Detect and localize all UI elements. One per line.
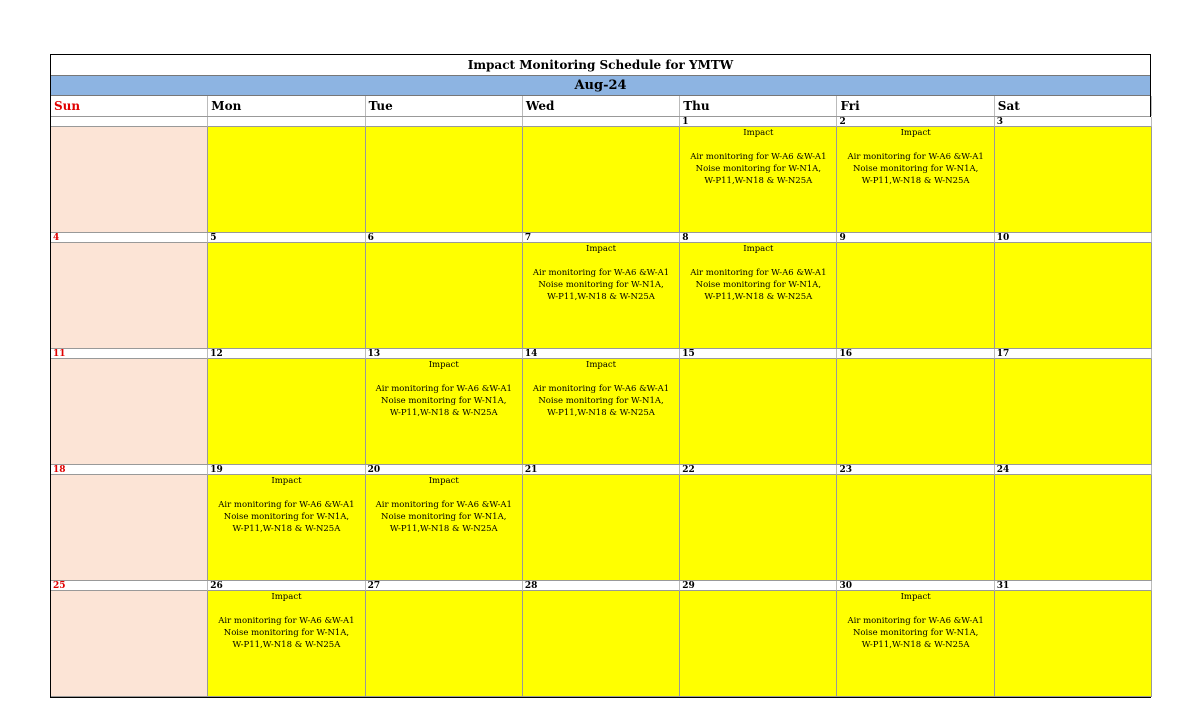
event-detail-line: W-P11,W-N18 & W-N25A [861,176,970,186]
event-detail-line: Air monitoring for W-A6 &W-A1 [218,500,355,510]
event-detail-line: W-P11,W-N18 & W-N25A [861,640,970,650]
day-number: 18 [51,465,208,475]
day-number: 21 [523,465,680,475]
event-title: Impact [900,128,931,138]
day-cell[interactable] [366,127,523,233]
event-detail-line: W-P11,W-N18 & W-N25A [704,292,813,302]
event-detail-line: W-P11,W-N18 & W-N25A [389,524,498,534]
day-number: 8 [680,233,837,243]
day-cell[interactable] [995,475,1152,581]
day-number: 7 [523,233,680,243]
day-cell[interactable] [366,243,523,349]
event-title: Impact [271,592,302,602]
event-detail-line: Noise monitoring for W-N1A, [381,512,507,522]
day-cell[interactable] [366,359,523,465]
day-number: 11 [51,349,208,359]
day-number: 5 [208,233,365,243]
schedule-title: Impact Monitoring Schedule for YMTW [51,55,1150,76]
event-title: Impact [585,360,617,370]
event-detail-line: W-P11,W-N18 & W-N25A [232,524,341,534]
day-cell[interactable] [837,359,994,465]
day-cell[interactable] [837,243,994,349]
schedule-sheet [50,54,1151,698]
day-number [523,117,680,127]
day-number [208,117,365,127]
week-day-numbers [51,465,1150,475]
day-number: 31 [995,581,1152,591]
day-cell[interactable] [680,243,837,349]
event-detail-line: Air monitoring for W-A6 &W-A1 [847,616,984,626]
day-cell[interactable] [523,127,680,233]
day-number: 30 [837,581,994,591]
day-cell[interactable] [837,475,994,581]
week-cells [51,591,1150,697]
event-detail-line: Noise monitoring for W-N1A, [852,164,979,174]
day-number: 22 [680,465,837,475]
day-number: 25 [51,581,208,591]
week-cells [51,243,1150,349]
calendar-weeks [51,117,1150,697]
day-number: 9 [837,233,994,243]
day-number: 3 [995,117,1152,127]
week-day-numbers [51,233,1150,243]
day-cell[interactable] [680,475,837,581]
event-detail-line: Air monitoring for W-A6 &W-A1 [532,384,670,394]
day-number: 14 [523,349,680,359]
day-number: 27 [366,581,523,591]
weekday-wed: Wed [523,96,680,116]
event-title: Impact [585,244,617,254]
weekday-sat: Sat [995,96,1152,116]
day-cell[interactable] [523,243,680,349]
event-detail-line: Noise monitoring for W-N1A, [852,628,979,638]
event-title: Impact [271,476,302,486]
day-cell[interactable] [366,475,523,581]
event-detail-line: Air monitoring for W-A6 &W-A1 [375,384,512,394]
day-number: 16 [837,349,994,359]
day-cell[interactable] [995,359,1152,465]
day-number: 20 [366,465,523,475]
weekday-tue: Tue [366,96,523,116]
week-cells [51,475,1150,581]
day-number: 17 [995,349,1152,359]
day-cell[interactable] [523,591,680,697]
weekday-mon: Mon [208,96,365,116]
day-cell[interactable] [51,475,208,581]
day-cell[interactable] [523,359,680,465]
day-cell[interactable] [995,243,1152,349]
event-title: Impact [428,360,459,370]
day-cell[interactable] [208,475,365,581]
event-title: Impact [900,592,931,602]
day-cell[interactable] [680,591,837,697]
week-cells [51,127,1150,233]
event-detail-line: Noise monitoring for W-N1A, [695,164,822,174]
day-cell[interactable] [523,475,680,581]
day-cell[interactable] [51,243,208,349]
event-detail-line: W-P11,W-N18 & W-N25A [232,640,341,650]
weekday-fri: Fri [837,96,994,116]
event-detail-line: Noise monitoring for W-N1A, [538,396,664,406]
event-detail-line: Air monitoring for W-A6 &W-A1 [218,616,355,626]
month-header: Aug-24 [51,76,1150,96]
day-cell[interactable] [366,591,523,697]
event-detail-line: Air monitoring for W-A6 &W-A1 [690,152,827,162]
event-detail-line: Noise monitoring for W-N1A, [223,628,350,638]
day-cell[interactable] [680,359,837,465]
weekday-header-row [51,96,1150,117]
day-cell[interactable] [837,127,994,233]
day-number: 4 [51,233,208,243]
event-detail-line: Air monitoring for W-A6 &W-A1 [690,268,827,278]
day-cell[interactable] [208,243,365,349]
day-cell[interactable] [995,127,1152,233]
day-number: 2 [837,117,994,127]
day-number: 26 [208,581,365,591]
day-number [51,117,208,127]
event-detail-line: Noise monitoring for W-N1A, [223,512,350,522]
day-number: 24 [995,465,1152,475]
day-cell[interactable] [51,359,208,465]
day-number: 13 [366,349,523,359]
event-detail-line: W-P11,W-N18 & W-N25A [547,408,655,418]
event-detail-line: Noise monitoring for W-N1A, [538,280,664,290]
day-number: 1 [680,117,837,127]
day-cell[interactable] [208,127,365,233]
day-number [366,117,523,127]
event-detail-line: W-P11,W-N18 & W-N25A [389,408,498,418]
day-cell[interactable] [208,359,365,465]
day-cell[interactable] [995,591,1152,697]
week-day-numbers [51,117,1150,127]
weekday-thu: Thu [680,96,837,116]
day-cell[interactable] [208,591,365,697]
day-number: 12 [208,349,365,359]
day-cell[interactable] [837,591,994,697]
day-number: 15 [680,349,837,359]
day-number: 19 [208,465,365,475]
event-detail-line: Air monitoring for W-A6 &W-A1 [847,152,984,162]
day-number: 29 [680,581,837,591]
event-detail-line: Air monitoring for W-A6 &W-A1 [375,500,512,510]
day-cell[interactable] [51,591,208,697]
week-day-numbers [51,581,1150,591]
day-number: 6 [366,233,523,243]
day-number: 10 [995,233,1152,243]
event-detail-line: W-P11,W-N18 & W-N25A [704,176,813,186]
event-detail-line: Air monitoring for W-A6 &W-A1 [532,268,670,278]
event-detail-line: Noise monitoring for W-N1A, [381,396,507,406]
day-cell[interactable] [680,127,837,233]
event-title: Impact [428,476,459,486]
weekday-sun: Sun [51,96,208,116]
week-day-numbers [51,349,1150,359]
day-number: 28 [523,581,680,591]
event-detail-line: W-P11,W-N18 & W-N25A [547,292,655,302]
event-title: Impact [743,128,774,138]
event-detail-line: Noise monitoring for W-N1A, [695,280,822,290]
week-cells [51,359,1150,465]
event-title: Impact [743,244,774,254]
day-cell[interactable] [51,127,208,233]
day-number: 23 [837,465,994,475]
